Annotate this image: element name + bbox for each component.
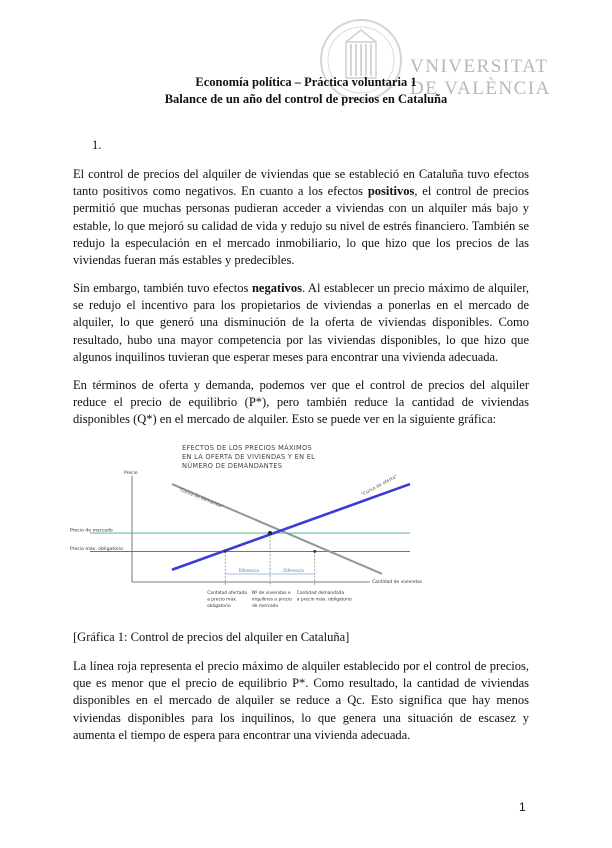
horizontal-line-label: Precio máx. obligatorio xyxy=(70,546,123,552)
paragraph-4: La línea roja representa el precio máximo de alquiler establecido por el control de precios, que es menor que el precio de equilibrio P*. Como resultado, la cantidad de viviendas disponibles en el mercado de alquiler se reduce a Qc. Esto significa que hay menos viviendas disponibles para los inquilinos, lo que genera una situación de escasez y aumenta el tiempo de espera para encontrar una vivienda adecuada. xyxy=(73,659,529,742)
x-annotation-line: de mercado xyxy=(252,604,279,609)
x-annotation-line: Cantidad ofertada xyxy=(207,591,247,596)
x-annotation-line: a precio máx. obligatorio xyxy=(296,597,352,603)
chart-title-line: EN LA OFERTA DE VIVIENDAS Y EN EL xyxy=(182,453,316,461)
positive-emphasis: positivos xyxy=(367,184,415,199)
document-title-line-1: Economía política – Práctica voluntaria 1 xyxy=(195,75,417,89)
figure-caption: [Gráfica 1: Control de precios del alquiler en Cataluña] xyxy=(73,630,350,644)
gap-label: Diferencia xyxy=(283,568,304,573)
x-annotation-line: Nº de viviendas e xyxy=(252,591,291,596)
paragraph-1-text-a: El control de precios del alquiler de viviendas que se estableció en Cataluña tuvo efectos tanto positivos como negativos. En cuanto a los efectos xyxy=(73,167,529,199)
x-annotation-line: obligatorio xyxy=(207,604,231,609)
series-line xyxy=(172,484,410,570)
gap-label: Diferencia xyxy=(238,568,259,573)
paragraph-3: En términos de oferta y demanda, podemos ver que el control de precios del alquiler reduce el precio de equilibrio (P*), pero también reduce la cantidad de viviendas disponibles (Q*) en el mercado de alquiler. Esto se puede ver en la siguiente gráfica: xyxy=(73,378,529,427)
paragraph-1-text-b: , el control de precios permitió que muchas personas pudieran acceder a viviendas con un alquiler más bajo y estable, lo que mejoró su calidad de vida y redujo su nivel de estrés financiero. También se redujo la especulación en el mercado inmobiliario, lo que hizo que los precios de las viviendas fueran más estables y predecibles. xyxy=(73,184,529,268)
chart-title-line: EFECTOS DE LOS PRECIOS MÁXIMOS xyxy=(182,444,312,452)
chart-title-line: NÚMERO DE DEMANDANTES xyxy=(182,462,283,470)
paragraph-2-text-a: Sin embargo, también tuvo efectos xyxy=(73,281,252,295)
negative-emphasis: negativos xyxy=(251,281,302,295)
intersection-point xyxy=(224,550,227,553)
page-number: 1 xyxy=(519,800,526,814)
logo-line-1: VNIVERSITAT xyxy=(410,56,549,77)
logo-line-2: DE VALÈNCIA xyxy=(410,78,551,99)
document-title-line-2: Balance de un año del control de precios en Cataluña xyxy=(164,92,448,106)
series-label: "Curva de oferta" xyxy=(360,474,399,498)
paragraph-1 xyxy=(73,166,529,269)
intersection-point xyxy=(313,550,316,553)
horizontal-line-label: Precio de mercado xyxy=(70,528,113,534)
price-control-chart xyxy=(70,442,423,616)
x-annotation-line: a precio máx. xyxy=(207,597,238,603)
x-annotation-line: inquilinos a precio xyxy=(252,597,292,603)
series-label: "Curva de demanda" xyxy=(177,487,224,510)
x-axis-label: Cantidad de viviendas xyxy=(372,580,423,585)
section-number: 1. xyxy=(92,138,102,152)
paragraph-2-text-b: . Al establecer un precio máximo de alquiler, se redujo el incentivo para los propietarios de viviendas a ponerlas en el mercado de alquiler, lo que generó una disminución de la oferta de viviendas disponibles. Como resultado, hubo una mayor competencia por las viviendas disponibles, lo que hizo que algunos inquilinos tuvieran que esperar meses para encontrar una vivienda adecuada. xyxy=(73,281,529,364)
paragraph-2 xyxy=(73,280,529,366)
y-axis-label: Precio xyxy=(124,471,138,476)
x-annotation-line: Cantidad demandada xyxy=(296,591,345,596)
